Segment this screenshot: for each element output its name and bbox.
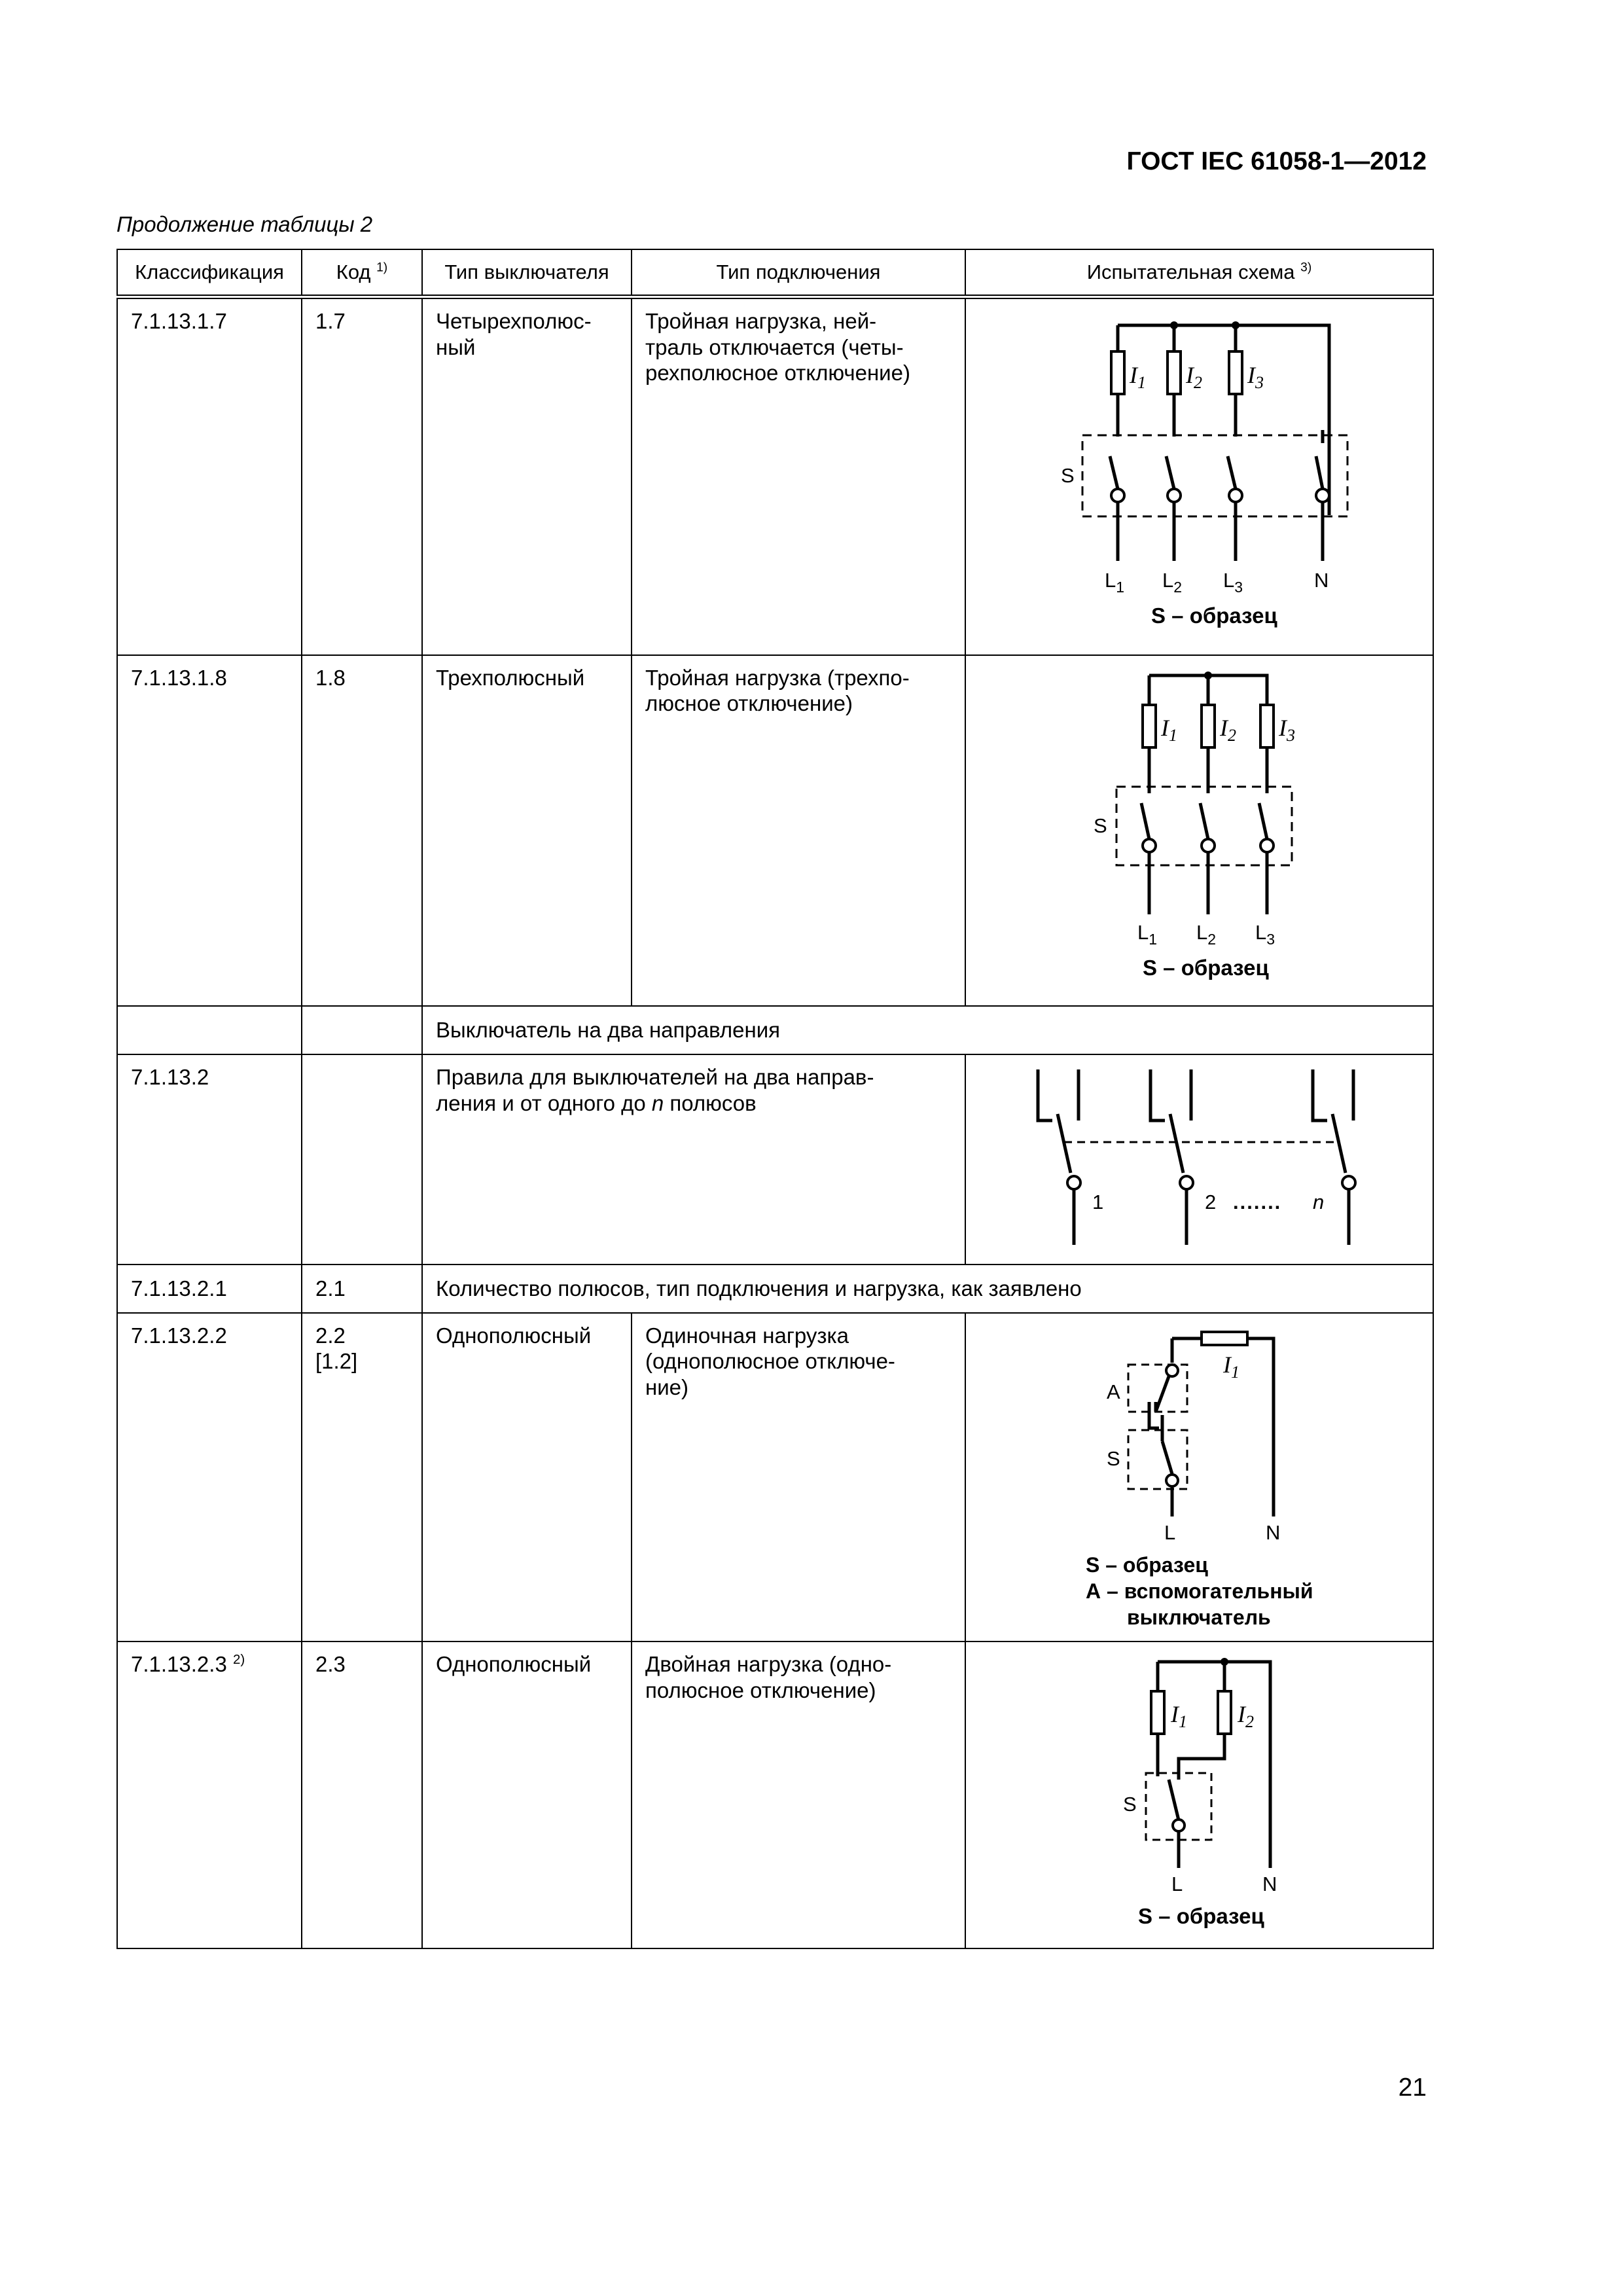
footnote-ref: 2) <box>232 1652 245 1668</box>
pole-label-2: 2 <box>1205 1191 1217 1214</box>
current-label-i2: $I_2$ <box>1238 1701 1254 1732</box>
sample-caption: S – образец <box>1086 1552 1208 1577</box>
aux-switch-label: А <box>1107 1380 1120 1403</box>
col-connection-type: Тип подключения <box>632 249 965 297</box>
col-switch-type: Тип выключателя <box>422 249 632 297</box>
table-caption: Продолжение таблицы 2 <box>116 212 373 236</box>
terminal-l2: $L_2$ <box>1162 569 1183 596</box>
cell-code: 1.7 <box>302 297 422 655</box>
col-classification: Классификация <box>117 249 302 297</box>
current-label-i1: $I_1$ <box>1130 362 1146 392</box>
cell-code: 1.8 <box>302 655 422 1007</box>
cell-test-circuit <box>965 1641 1433 1948</box>
current-label-i3: $I_3$ <box>1247 362 1264 392</box>
cell-test-circuit <box>965 655 1433 1007</box>
current-label-i2: $I_2$ <box>1186 362 1202 392</box>
pole-label-n: n <box>1313 1191 1325 1214</box>
standard-designation: ГОСТ IEC 61058-1—2012 <box>1126 147 1427 175</box>
cell-connection: Тройная нагрузка, ней- траль отключается (четы- рехполюсное отключение) <box>632 297 965 655</box>
cell-connection: Одиночная нагрузка (однополюсное отключе- ние) <box>632 1313 965 1642</box>
sample-caption: S – образец <box>1143 955 1269 980</box>
cell-connection: Двойная нагрузка (одно- полюсное отключение) <box>632 1641 965 1948</box>
current-label-i1: $I_1$ <box>1171 1701 1187 1732</box>
sample-label: S <box>1107 1446 1120 1470</box>
table-row <box>117 1265 1433 1313</box>
cell-code: 2.3 <box>302 1641 422 1948</box>
cell-empty <box>302 1054 422 1265</box>
current-label-i1: $I_1$ <box>1161 714 1177 745</box>
terminal-l: L <box>1164 1520 1176 1544</box>
cell-classification: 7.1.13.2.2 <box>117 1313 302 1642</box>
section-row <box>117 1006 1433 1054</box>
current-label-i3: $I_3$ <box>1279 714 1295 745</box>
table-row <box>117 1641 1433 1948</box>
cell-switch-type: Четырехполюс- ный <box>422 297 632 655</box>
terminal-l: L <box>1171 1873 1183 1896</box>
classification-table <box>116 249 1434 1949</box>
aux-caption: А – вспомогательный <box>1086 1579 1313 1603</box>
three-pole-test-circuit <box>966 656 1434 1000</box>
current-label-i1: $I_1$ <box>1223 1351 1240 1382</box>
cell-switch-type: Однополюсный <box>422 1313 632 1642</box>
sample-label: S <box>1061 464 1075 487</box>
sample-caption: S – образец <box>1138 1904 1264 1929</box>
table-row <box>117 1054 1433 1265</box>
header-row <box>117 249 1433 297</box>
table-row <box>117 1313 1433 1642</box>
cell-switch-type: Однополюсный <box>422 1641 632 1948</box>
cell-rule: Правила для выключателей на два направ- ления и от одного до n полюсов <box>422 1054 965 1265</box>
cell-classification: 7.1.13.2.1 <box>117 1265 302 1313</box>
four-pole-test-circuit <box>966 299 1434 649</box>
cell-test-circuit <box>965 297 1433 655</box>
sample-caption: S – образец <box>1151 603 1277 628</box>
terminal-l1: $L_1$ <box>1105 569 1125 596</box>
terminal-n: N <box>1266 1520 1281 1544</box>
cell-test-circuit <box>965 1313 1433 1642</box>
cell-spanning-text: Количество полюсов, тип подключения и нагрузка, как заявлено <box>422 1265 1433 1313</box>
cell-classification: 7.1.13.2.3 $^{2)}$ <box>117 1641 302 1948</box>
current-label-i2: $I_2$ <box>1220 714 1236 745</box>
cell-classification: 7.1.13.1.8 <box>117 655 302 1007</box>
col-test-circuit: Испытательная схема $^{3)}$ <box>965 249 1433 297</box>
double-load-test-circuit <box>966 1642 1434 1942</box>
col-code: Код $^{1)}$ <box>302 249 422 297</box>
sample-label: S <box>1094 814 1107 837</box>
section-heading: Выключатель на два направления <box>422 1006 1433 1054</box>
cell-test-circuit <box>965 1054 1433 1265</box>
cell-code: 2.2 [1.2] <box>302 1313 422 1642</box>
ellipsis: ....... <box>1233 1191 1282 1214</box>
terminal-l3: $L_3$ <box>1255 920 1275 948</box>
terminal-n: N <box>1314 569 1329 592</box>
terminal-l1: $L_1$ <box>1137 920 1158 948</box>
table-row <box>117 297 1433 655</box>
cell-empty <box>302 1006 422 1054</box>
table-row <box>117 655 1433 1007</box>
page-number: 21 <box>1398 2073 1427 2102</box>
footnote-ref: 3) <box>1300 261 1312 276</box>
terminal-l3: $L_3$ <box>1223 569 1243 596</box>
aux-caption-cont: выключатель <box>1127 1605 1271 1629</box>
terminal-l2: $L_2$ <box>1196 920 1217 948</box>
two-way-switch-diagram <box>966 1055 1434 1258</box>
footnote-ref: 1) <box>376 261 388 276</box>
terminal-n: N <box>1262 1873 1277 1896</box>
cell-classification: 7.1.13.1.7 <box>117 297 302 655</box>
cell-switch-type: Трехполюсный <box>422 655 632 1007</box>
cell-classification: 7.1.13.2 <box>117 1054 302 1265</box>
sample-label: S <box>1123 1793 1137 1816</box>
cell-connection: Тройная нагрузка (трехпо- люсное отключение) <box>632 655 965 1007</box>
cell-empty <box>117 1006 302 1054</box>
cell-code: 2.1 <box>302 1265 422 1313</box>
pole-label-1: 1 <box>1092 1191 1104 1214</box>
single-pole-aux-test-circuit <box>966 1314 1434 1636</box>
